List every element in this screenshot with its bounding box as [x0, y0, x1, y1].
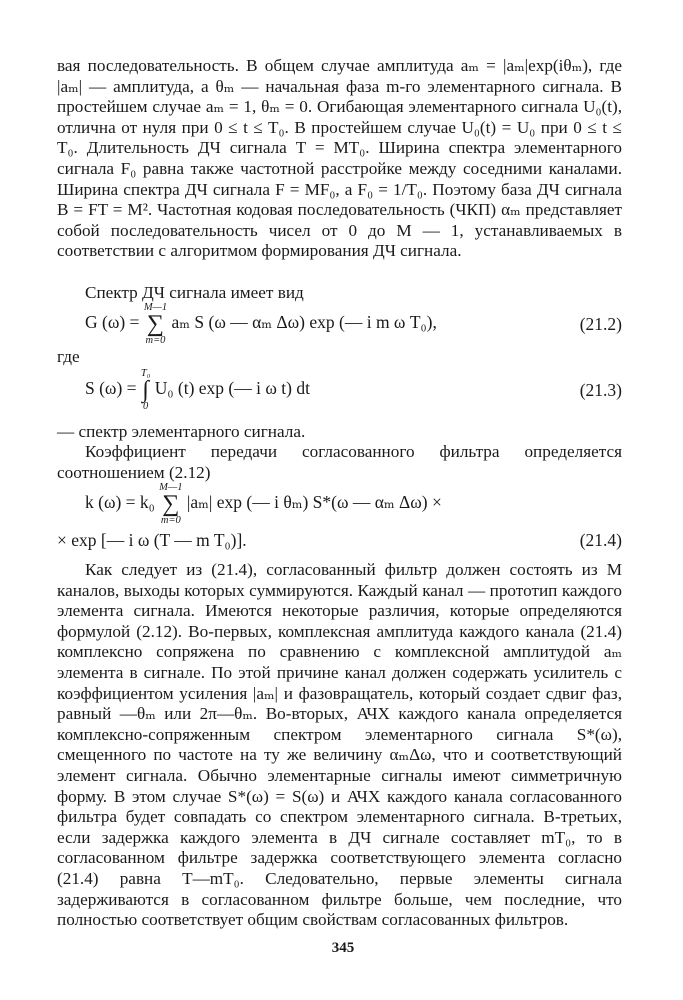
page-number: 345	[331, 940, 355, 956]
equation-21-2	[57, 302, 622, 350]
sum-upper-limit: M—1	[143, 302, 168, 313]
paragraph-text: Как следует из (21.4), согласованный фильтр должен состоять из M каналов, выходы которых суммируются. Каждый канал — прототип каждого элемента сигнала. Имеются некоторые различия, которые определяются формулой (2.12). Во-первых, комплексная амплитуда каждого канала (21.4) комплексно сопряжена по сравнению с комплексной амплитудой aₘ элемента в сигнале. По этой причине канал должен содержать усилитель с коэффициентом усиления |aₘ| и фазовращатель, который создает сдвиг фаз, равный —θₘ или 2π—θₘ. Во-вторых, АЧХ каждого канала определяется комплексно-сопряженным спектром элементарного сигнала S*(ω), смещенного по частоте на ту же величину αₘΔω, что и соответствующий элемент сигнала. Обычно элементарные сигналы имеют симметричную форму. В этом случае S*(ω) = S(ω) и АЧХ каждого канала согласованного фильтра будет совпадать со спектром элементарного сигнала. В-третьих, если задержка каждого элемента в ДЧ сигнале составляет mT₀, то в согласованном фильтре задержка соответствующего элемента согласно (21.4) равна T—mT₀. Следовательно, первые элементы сигнала задерживаются в согласованном фильтре больше, чем последние, что полностью соответствует общим свойствам согласованных фильтров.	[57, 560, 622, 930]
equation-number: (21.3)	[579, 380, 622, 400]
eq-lhs: S (ω) =	[85, 378, 137, 399]
equation-21-3	[57, 368, 622, 416]
paragraph-intro	[57, 56, 622, 262]
sum-lower-limit: m=0	[145, 335, 166, 346]
eq-body: aₘ S (ω — αₘ Δω) exp (— i m ω T₀),	[171, 312, 437, 333]
integral-symbol: T₀ ∫ 0	[140, 368, 151, 412]
eq-continuation: × exp [— i ω (T — m T₀)].	[57, 530, 247, 550]
paragraph-text: Коэффициент передачи согласованного фильтра определяется соотношением (2.12)	[57, 442, 622, 482]
integral-lower-limit: 0	[143, 401, 149, 412]
paragraph-where	[57, 347, 622, 368]
sum-upper-limit: M—1	[159, 482, 183, 493]
paragraph-text: вая последовательность. В общем случае амплитуда aₘ = |aₘ|exp(iθₘ), где |aₘ| — амплитуда, а θₘ — начальная фаза m-го элементарного сигнала. В простейшем случае aₘ = 1, θₘ = 0. Огибающая элементарного сигнала U₀(t), отлична от нуля при 0 ≤ t ≤ T₀. В простейшем случае U₀(t) = U₀ при 0 ≤ t ≤ T₀. Длительность ДЧ сигнала T = MT₀. Ширина спектра элементарного сигнала F₀ равна также частотной расстройке между соседними каналами. Ширина спектра ДЧ сигнала F = MF₀, а F₀ = 1/T₀. Поэтому база ДЧ сигнала B = FT = M². Частотная кодовая последовательность (ЧКП) αₘ представляет собой последовательность чисел от 0 до M — 1, устанавливаемых в соответствии с алгоритмом формирования ДЧ сигнала.	[57, 56, 622, 261]
equation-number: (21.2)	[579, 314, 622, 334]
sum-symbol: M—1 ∑ m=0	[159, 482, 183, 526]
paragraph-filter-coeff	[57, 442, 622, 483]
paragraph-text: — спектр элементарного сигнала.	[57, 422, 306, 441]
sum-symbol: M—1 ∑ m=0	[143, 302, 168, 346]
eq-body: U₀ (t) exp (— i ω t) dt	[154, 378, 310, 399]
eq-body: |aₘ| exp (— i θₘ) S*(ω — αₘ Δω) ×	[186, 492, 442, 513]
equation-21-4	[57, 482, 622, 554]
paragraph-text: Спектр ДЧ сигнала имеет вид	[85, 283, 304, 302]
paragraph-text: где	[57, 347, 80, 366]
paragraph-spectrum-lead	[57, 283, 622, 304]
paragraph-elem-spectrum	[57, 422, 622, 443]
paragraph-analysis	[57, 560, 622, 931]
eq-lhs: G (ω) =	[85, 312, 140, 333]
integral-upper-limit: T₀	[140, 368, 151, 379]
equation-number: (21.4)	[579, 530, 622, 550]
eq-lhs: k (ω) = k₀	[85, 492, 155, 513]
sum-lower-limit: m=0	[160, 515, 181, 526]
